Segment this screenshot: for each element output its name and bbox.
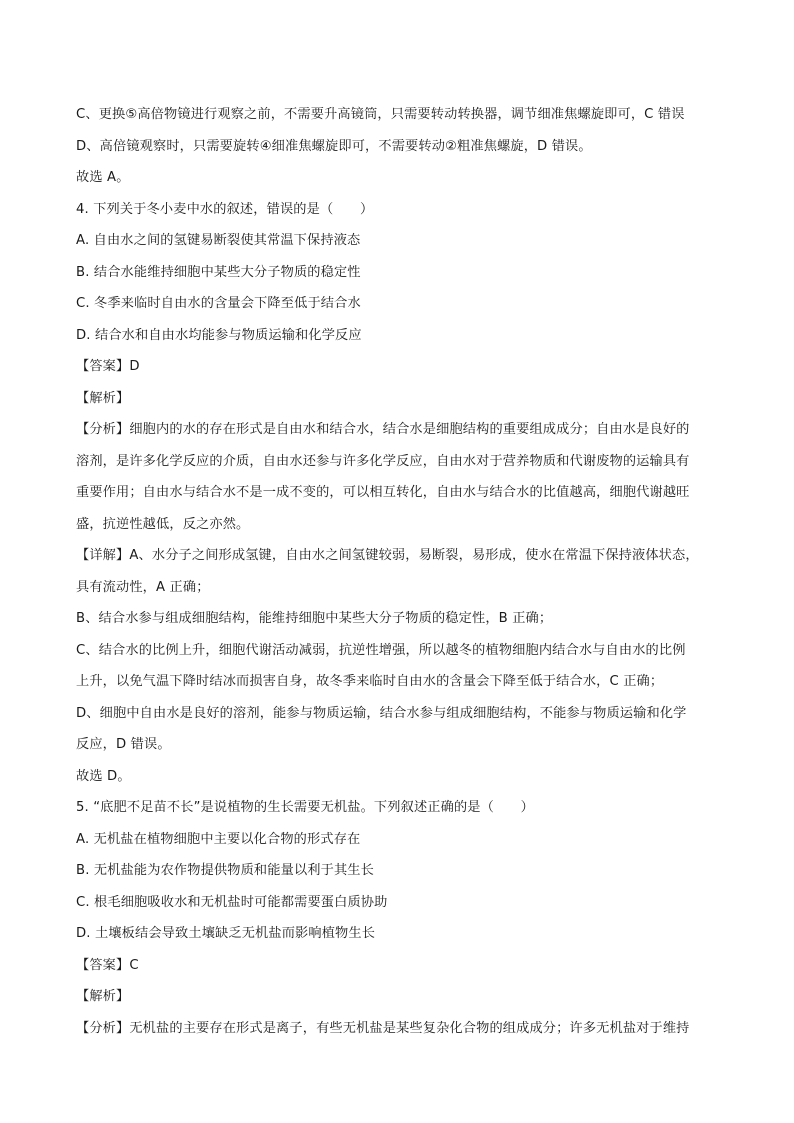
text-line: D、细胞中自由水是良好的溶剂，能参与物质运输，结合水参与组成细胞结构，不能参与物质运输和化学 (76, 705, 687, 721)
text-line: 【分析】细胞内的水的存在形式是自由水和结合水，结合水是细胞结构的重要组成成分；自由水是良好的 (76, 422, 690, 437)
text-line: 盛，抗逆性越低，反之亦然。 (76, 516, 250, 532)
option-a: A. 无机盐在植物细胞中主要以化合物的形式存在 (76, 831, 361, 847)
option-d: D. 土壤板结会导致土壤缺乏无机盐而影响植物生长 (76, 926, 376, 941)
text-line: C、结合水的比例上升，细胞代谢活动减弱，抗逆性增强，所以越冬的植物细胞内结合水与自由水的比例 (76, 642, 686, 658)
text-line: 【详解】A、水分子之间形成氢键，自由水之间氢键较弱，易断裂，易形成，使水在常温下保持液体状态， (76, 548, 699, 563)
option-c: C. 根毛细胞吸收水和无机盐时可能都需要蛋白质协助 (76, 894, 388, 910)
text-line: C、更换⑤高倍物镜进行观察之前，不需要升高镜筒，只需要转动转换器，调节细准焦螺旋即可，C 错误 (76, 107, 685, 122)
option-b: B. 结合水能维持细胞中某些大分子物质的稳定性 (76, 264, 361, 280)
text-line: 溶剂，是许多化学反应的介质，自由水还参与许多化学反应，自由水对于营养物质和代谢废物的运输具有 (76, 453, 690, 469)
option-d: D. 结合水和自由水均能参与物质运输和化学反应 (76, 327, 362, 343)
text-line: 故选 A。 (76, 170, 130, 185)
text-line: 具有流动性，A 正确； (76, 579, 210, 595)
analysis-heading: 【解析】 (76, 390, 130, 406)
text-line: 故选 D。 (76, 768, 131, 784)
option-c: C. 冬季来临时自由水的含量会下降至低于结合水 (76, 296, 361, 311)
text-line: 反应，D 错误。 (76, 737, 171, 752)
text-line: D、高倍镜观察时，只需要旋转④细准焦螺旋即可，不需要转动②粗准焦螺旋，D 错误。 (76, 138, 592, 154)
question-stem: 4. 下列关于冬小麦中水的叙述，错误的是（ ） (76, 201, 374, 217)
text-line: 重要作用；自由水与结合水不是一成不变的，可以相互转化，自由水与结合水的比值越高，细胞代谢越旺 (76, 485, 690, 500)
document-body (76, 99, 722, 1044)
option-a: A. 自由水之间的氢键易断裂使其常温下保持液态 (76, 233, 361, 248)
answer-label: 【答案】D (76, 359, 140, 374)
question-stem: 5. “底肥不足苗不长”是说植物的生长需要无机盐。下列叙述正确的是（ ） (76, 800, 534, 815)
analysis-heading: 【解析】 (76, 989, 130, 1004)
option-b: B. 无机盐能为农作物提供物质和能量以利于其生长 (76, 863, 374, 878)
text-line: B、结合水参与组成细胞结构，能维持细胞中某些大分子物质的稳定性，B 正确； (76, 611, 553, 626)
text-line: 上升，以免气温下降时结冰而损害自身，故冬季来临时自由水的含量会下降至低于结合水，C 正确； (76, 674, 664, 689)
text-line: 【分析】无机盐的主要存在形式是离子，有些无机盐是某些复杂化合物的组成成分；许多无机盐对于维持 (76, 1020, 690, 1036)
answer-label: 【答案】C (76, 957, 139, 973)
